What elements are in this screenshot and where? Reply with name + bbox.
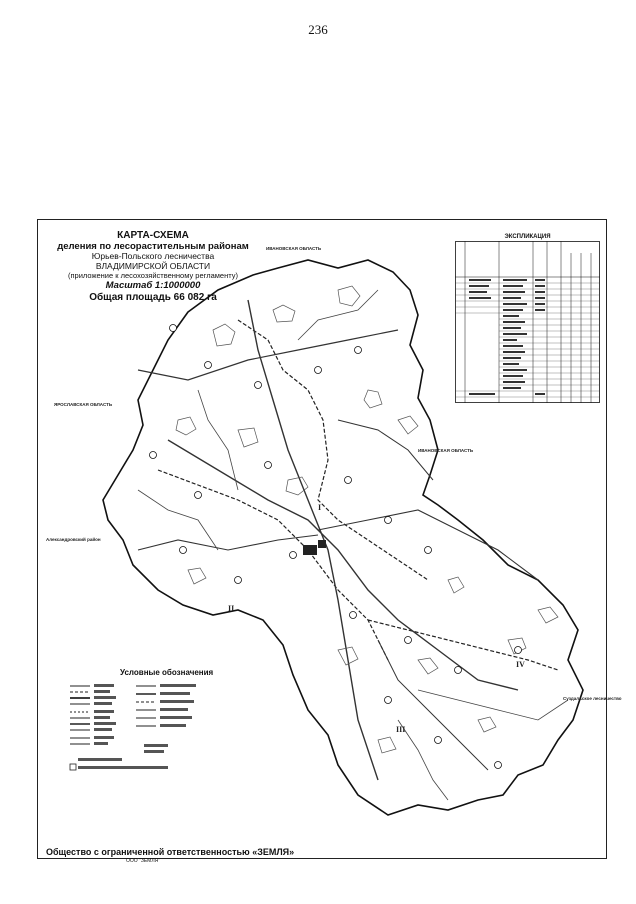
zone-label-i: I bbox=[318, 503, 322, 512]
region-ivanovo-top: ИВАНОВСКАЯ ОБЛАСТЬ bbox=[266, 246, 322, 251]
road bbox=[198, 390, 238, 490]
zone-label-ii: II bbox=[228, 604, 235, 613]
page-number: 236 bbox=[308, 22, 328, 37]
explication-title: ЭКСПЛИКАЦИЯ bbox=[504, 234, 551, 240]
road bbox=[248, 300, 378, 780]
road bbox=[298, 290, 378, 340]
town-marker bbox=[303, 540, 326, 555]
oblast-name: ВЛАДИМИРСКОЙ ОБЛАСТИ bbox=[95, 261, 211, 272]
total-area: Общая площадь 66 082 га bbox=[89, 291, 217, 303]
road bbox=[138, 535, 318, 550]
region-suzdal: Суздальское лесничество bbox=[563, 696, 622, 701]
footer-company: Общество с ограниченной ответственностью «ЗЕМЛЯ» bbox=[46, 847, 295, 857]
legend-title: Условные обозначения bbox=[120, 668, 214, 677]
road bbox=[168, 440, 518, 690]
zone-boundary bbox=[368, 620, 558, 670]
map-subtitle: деления по лесорастительным районам bbox=[57, 240, 249, 252]
road bbox=[318, 510, 538, 580]
road bbox=[378, 640, 488, 770]
map-scale: Масштаб 1:1000000 bbox=[105, 279, 201, 291]
road bbox=[418, 690, 568, 720]
region-yaroslavl: ЯРОСЛАВСКАЯ ОБЛАСТЬ bbox=[54, 402, 113, 407]
zone-label-iv: IV bbox=[516, 660, 525, 669]
forestry-name: Юрьев-Польского лесничества bbox=[91, 251, 215, 262]
region-alexandrov: Александровский район bbox=[46, 537, 101, 542]
explication-table bbox=[455, 234, 600, 404]
appendix-note: (приложение к лесохозяйственному регламенту) bbox=[68, 270, 238, 280]
map-title-block bbox=[48, 230, 258, 303]
region-ivanovo-right: ИВАНОВСКАЯ ОБЛАСТЬ bbox=[418, 448, 474, 453]
legend bbox=[68, 668, 258, 773]
explication-grid bbox=[455, 241, 600, 403]
map-title: КАРТА-СХЕМА bbox=[117, 230, 189, 241]
legend-symbols bbox=[68, 678, 258, 778]
road bbox=[138, 490, 218, 550]
map-frame bbox=[37, 219, 622, 864]
road bbox=[398, 720, 448, 800]
road bbox=[138, 330, 398, 380]
footer-company-short: ООО "ЗЕМЛЯ" bbox=[126, 858, 161, 864]
zone-boundary bbox=[238, 320, 428, 580]
zone-label-iii: III bbox=[396, 725, 406, 734]
